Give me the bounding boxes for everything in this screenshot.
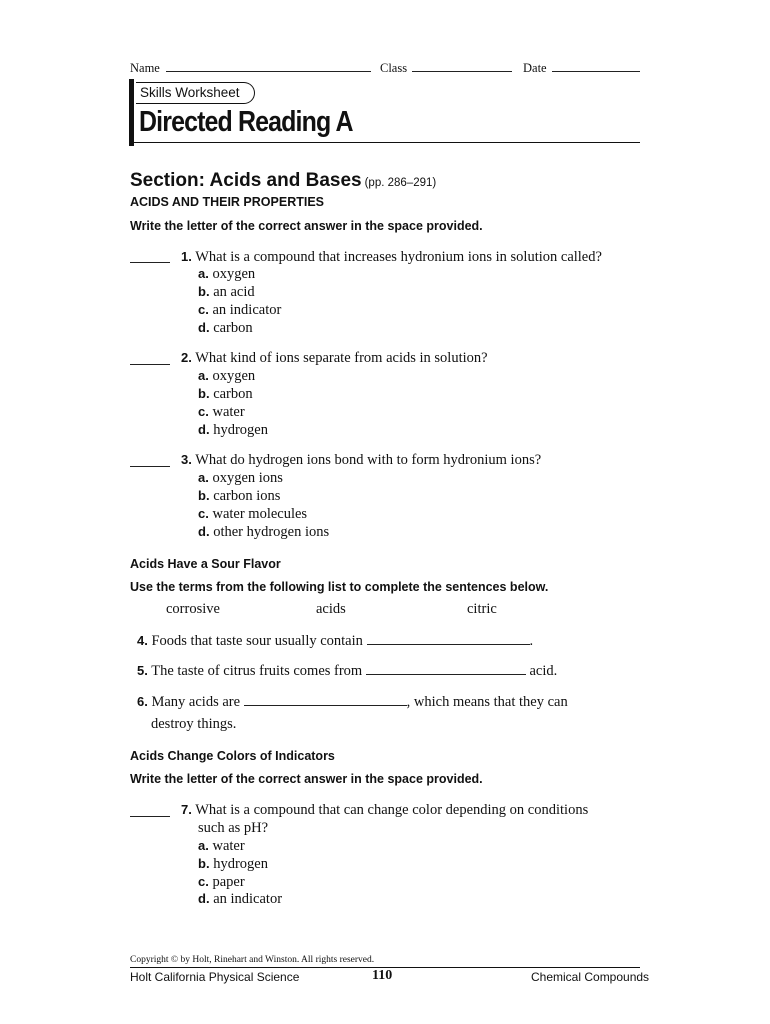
term-acids: acids bbox=[316, 601, 346, 617]
q7-option-b: b. hydrogen bbox=[198, 856, 268, 872]
answer-blank-q7[interactable] bbox=[130, 816, 170, 817]
subheading-indicators: Acids Change Colors of Indicators bbox=[130, 749, 335, 763]
name-label: Name bbox=[130, 61, 160, 75]
section-heading bbox=[130, 170, 436, 192]
subheading-sour-flavor: Acids Have a Sour Flavor bbox=[130, 557, 281, 571]
term-citric: citric bbox=[467, 601, 497, 617]
book-title: Holt California Physical Science bbox=[130, 970, 300, 984]
q1-option-b: b. an acid bbox=[198, 284, 255, 300]
copyright-notice: Copyright © by Holt, Rinehart and Winston. All rights reserved. bbox=[130, 955, 375, 965]
q2-option-c: c. water bbox=[198, 404, 245, 420]
fill-blank-q4[interactable] bbox=[367, 632, 530, 645]
fill-blank-q5[interactable] bbox=[366, 662, 526, 675]
date-label: Date bbox=[523, 61, 547, 75]
title-divider bbox=[134, 142, 640, 143]
instructions-part1: Write the letter of the correct answer in the space provided. bbox=[130, 219, 483, 233]
q1-option-a: a. oxygen bbox=[198, 266, 256, 282]
q3-option-d: d. other hydrogen ions bbox=[198, 524, 330, 540]
instructions-part3: Write the letter of the correct answer in the space provided. bbox=[130, 772, 483, 786]
instructions-part2: Use the terms from the following list to complete the sentences below. bbox=[130, 580, 549, 594]
answer-blank-q1[interactable] bbox=[130, 262, 170, 263]
q1-option-d: d. carbon bbox=[198, 320, 253, 336]
name-field-row bbox=[130, 60, 371, 76]
q7-option-a: a. water bbox=[198, 838, 245, 854]
q3-option-b: b. carbon ions bbox=[198, 488, 281, 504]
question-1: 1. What is a compound that increases hydronium ions in solution called? bbox=[181, 249, 602, 265]
q3-option-a: a. oxygen ions bbox=[198, 470, 283, 486]
question-6-continued: destroy things. bbox=[151, 716, 237, 732]
answer-blank-q2[interactable] bbox=[130, 364, 170, 365]
q2-option-a: a. oxygen bbox=[198, 368, 256, 384]
question-7: 7. What is a compound that can change color depending on conditions bbox=[181, 802, 589, 818]
q3-option-c: c. water molecules bbox=[198, 506, 308, 522]
question-2: 2. What kind of ions separate from acids in solution? bbox=[181, 350, 488, 366]
section-title: Section: Acids and Bases bbox=[130, 170, 362, 191]
class-field-row bbox=[380, 60, 512, 76]
page-title: Directed Reading A bbox=[139, 106, 353, 138]
question-5: 5. The taste of citrus fruits comes from acid. bbox=[137, 663, 558, 679]
class-label: Class bbox=[380, 61, 408, 75]
title-bar-decoration bbox=[129, 79, 134, 146]
section-pages: (pp. 286–291) bbox=[364, 177, 437, 189]
q7-option-c: c. paper bbox=[198, 874, 245, 890]
question-6: 6. Many acids are , which means that they can bbox=[137, 694, 568, 710]
date-input-line[interactable] bbox=[552, 60, 640, 72]
q1-option-c: c. an indicator bbox=[198, 302, 282, 318]
term-corrosive: corrosive bbox=[166, 601, 220, 617]
fill-blank-q6[interactable] bbox=[244, 693, 407, 706]
question-4: 4. Foods that taste sour usually contain . bbox=[137, 633, 534, 649]
q2-option-b: b. carbon bbox=[198, 386, 253, 402]
date-field-row bbox=[523, 60, 640, 76]
q7-option-d: d. an indicator bbox=[198, 891, 283, 907]
q2-option-d: d. hydrogen bbox=[198, 422, 268, 438]
question-3: 3. What do hydrogen ions bond with to form hydronium ions? bbox=[181, 452, 542, 468]
worksheet-type-tab: Skills Worksheet bbox=[136, 82, 255, 104]
chapter-title: Chemical Compounds bbox=[531, 970, 650, 984]
class-input-line[interactable] bbox=[412, 60, 512, 72]
question-7-continued: such as pH? bbox=[198, 820, 269, 836]
answer-blank-q3[interactable] bbox=[130, 466, 170, 467]
name-input-line[interactable] bbox=[166, 60, 371, 72]
subheading-acids-properties: ACIDS AND THEIR PROPERTIES bbox=[130, 195, 325, 209]
page-number: 110 bbox=[372, 968, 393, 983]
